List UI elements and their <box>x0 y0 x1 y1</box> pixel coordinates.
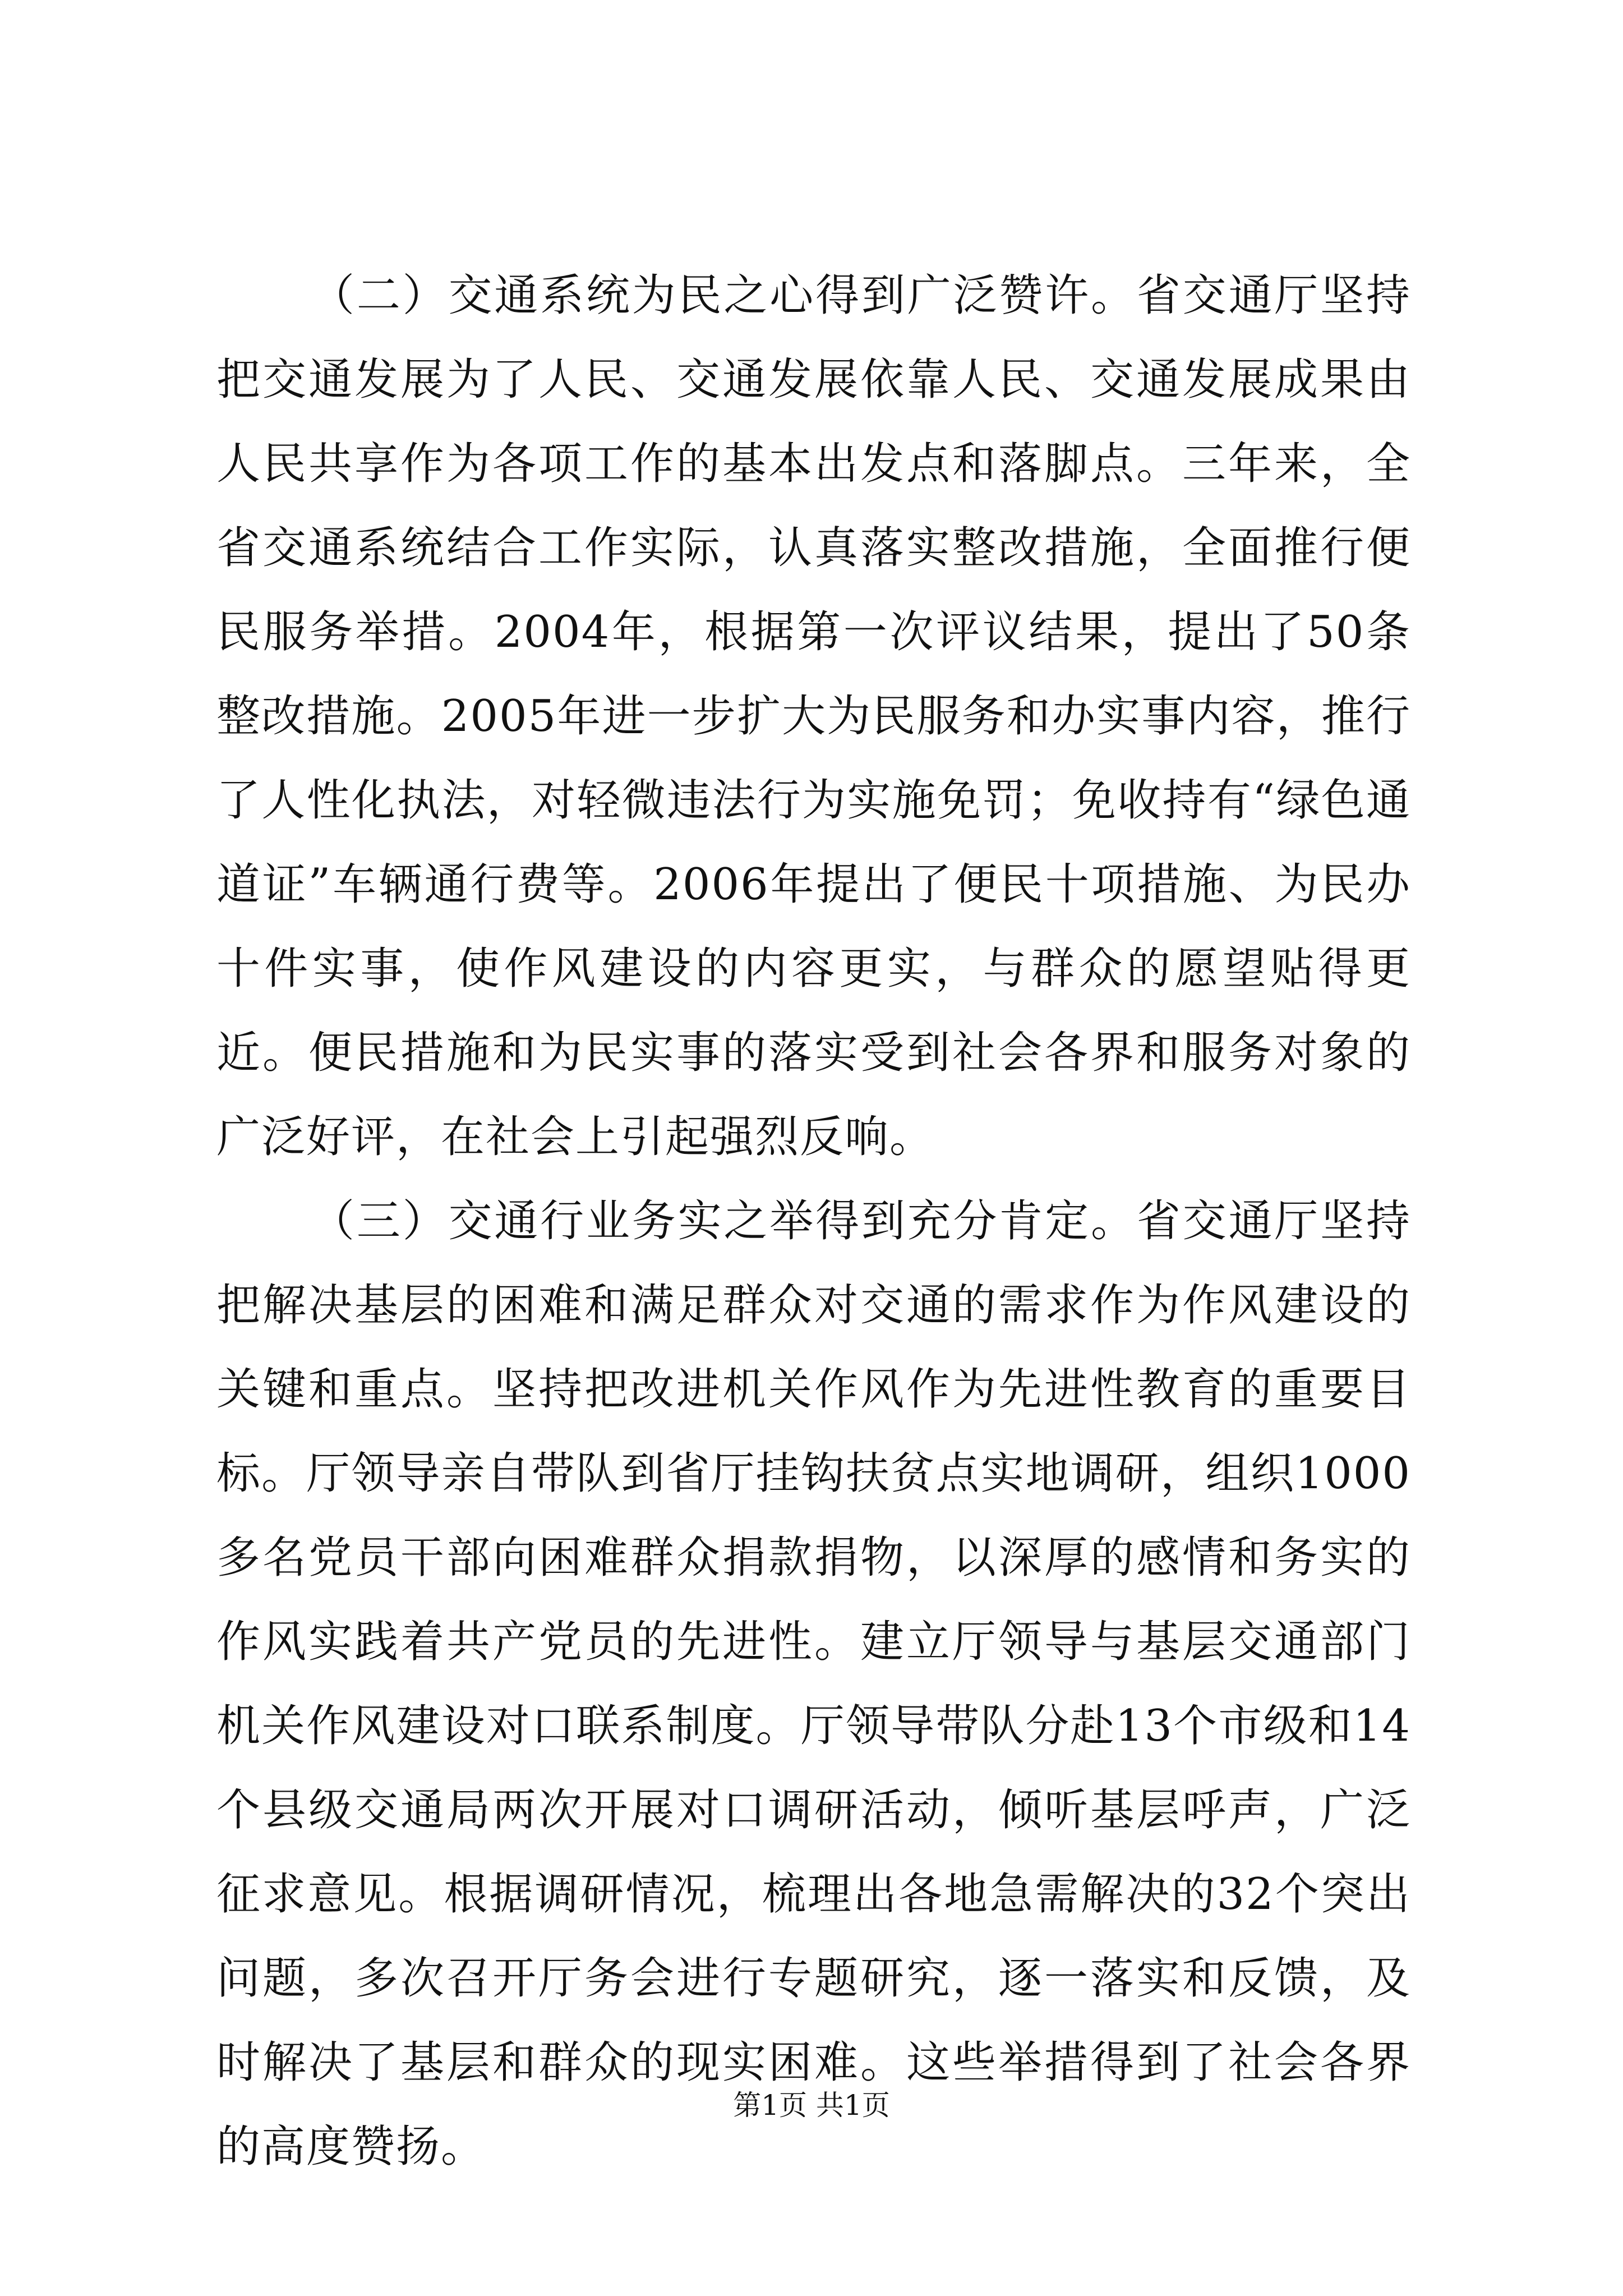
document-body <box>216 254 1411 2189</box>
paragraph-section-2: （二）交通系统为民之心得到广泛赞许。省交通厅坚持把交通发展为了人民、交通发展依靠人民、交通发展成果由人民共享作为各项工作的基本出发点和落脚点。三年来，全省交通系统结合工作实际，认真落实整改措施，全面推行便民服务举措。2004年，根据第一次评议结果，提出了50条整改措施。2005年进一步扩大为民服务和办实事内容，推行了人性化执法，对轻微违法行为实施免罚；免收持有“绿色通道证”车辆通行费等。2006年提出了便民十项措施、为民办十件实事，使作风建设的内容更实，与群众的愿望贴得更近。便民措施和为民实事的落实受到社会各界和服务对象的广泛好评，在社会上引起强烈反响。 <box>216 270 1411 1162</box>
page-number-footer: 第1页 共1页 <box>733 2089 890 2122</box>
paragraph-section-3: （三）交通行业务实之举得到充分肯定。省交通厅坚持把解决基层的困难和满足群众对交通的需求作为作风建设的关键和重点。坚持把改进机关作风作为先进性教育的重要目标。厅领导亲自带队到省厅挂钩扶贫点实地调研，组织1000多名党员干部向困难群众捐款捐物，以深厚的感情和务实的作风实践着共产党员的先进性。建立厅领导与基层交通部门机关作风建设对口联系制度。厅领导带队分赴13个市级和14个县级交通局两次开展对口调研活动，倾听基层呼声，广泛征求意见。根据调研情况，梳理出各地急需解决的32个突出问题，多次召开厅务会进行专题研究，逐一落实和反馈，及时解决了基层和群众的现实困难。这些举措得到了社会各界的高度赞扬。 <box>216 1196 1411 2172</box>
